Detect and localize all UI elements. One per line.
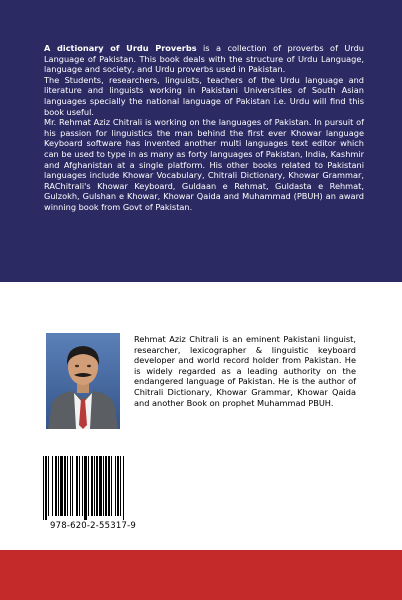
author-bio: Rehmat Aziz Chitrali is an eminent Pakistani linguist, researcher, lexicographer & linguistic keyboard developer and world record holder from Pakistan. He is widely regarded as a leading authority on the endangered language of Pakistan. He is the author of Chitrali Dictionary, Khowar Grammar, Khowar Qaida and another Book on prophet Muhammad PBUH.	[134, 334, 356, 408]
blurb-paragraph-2: The Students, researchers, linguists, teachers of the Urdu language and literature and linguists working in Pakistani Universities of South Asian languages specially the national language of Pakistan i.e. Urdu will find this book useful.	[44, 74, 364, 117]
blurb-text	[44, 43, 364, 213]
isbn-barcode	[33, 454, 153, 554]
back-cover-blurb-panel	[0, 0, 402, 282]
bottom-color-band	[0, 550, 402, 600]
isbn-number: 978-620-2-55317-9	[50, 521, 136, 531]
author-photo	[46, 333, 120, 429]
blurb-paragraph-3: Mr. Rehmat Aziz Chitrali is working on the languages of Pakistan. In pursuit of his passion for linguistics the man behind the first ever Khowar language Keyboard software has invented another multi languages text editor which can be used to type in as many as forty languages of Pakistan, India, Kashmir and Afghanistan at a single platform. His other books related to Pakistani languages include Khowar Vocabulary, Chitrali Dictionary, Khowar Grammar, RAChitrali's Khowar Keyboard, Guldaan e Rehmat, Guldasta e Rehmat, Gulzokh, Gulshan e Khowar, Khowar Qaida and Muhammad (PBUH) an award winning book from Govt of Pakistan.	[44, 117, 364, 212]
barcode-bars	[33, 454, 153, 520]
blurb-paragraph-1-rest: is a collection of proverbs of Urdu Language of Pakistan. This book deals with the structure of Urdu Language, language and society, and Urdu proverbs used in Pakistan.	[44, 43, 364, 75]
blurb-paragraph-1	[44, 43, 364, 75]
book-title: A dictionary of Urdu Proverbs	[44, 43, 197, 53]
